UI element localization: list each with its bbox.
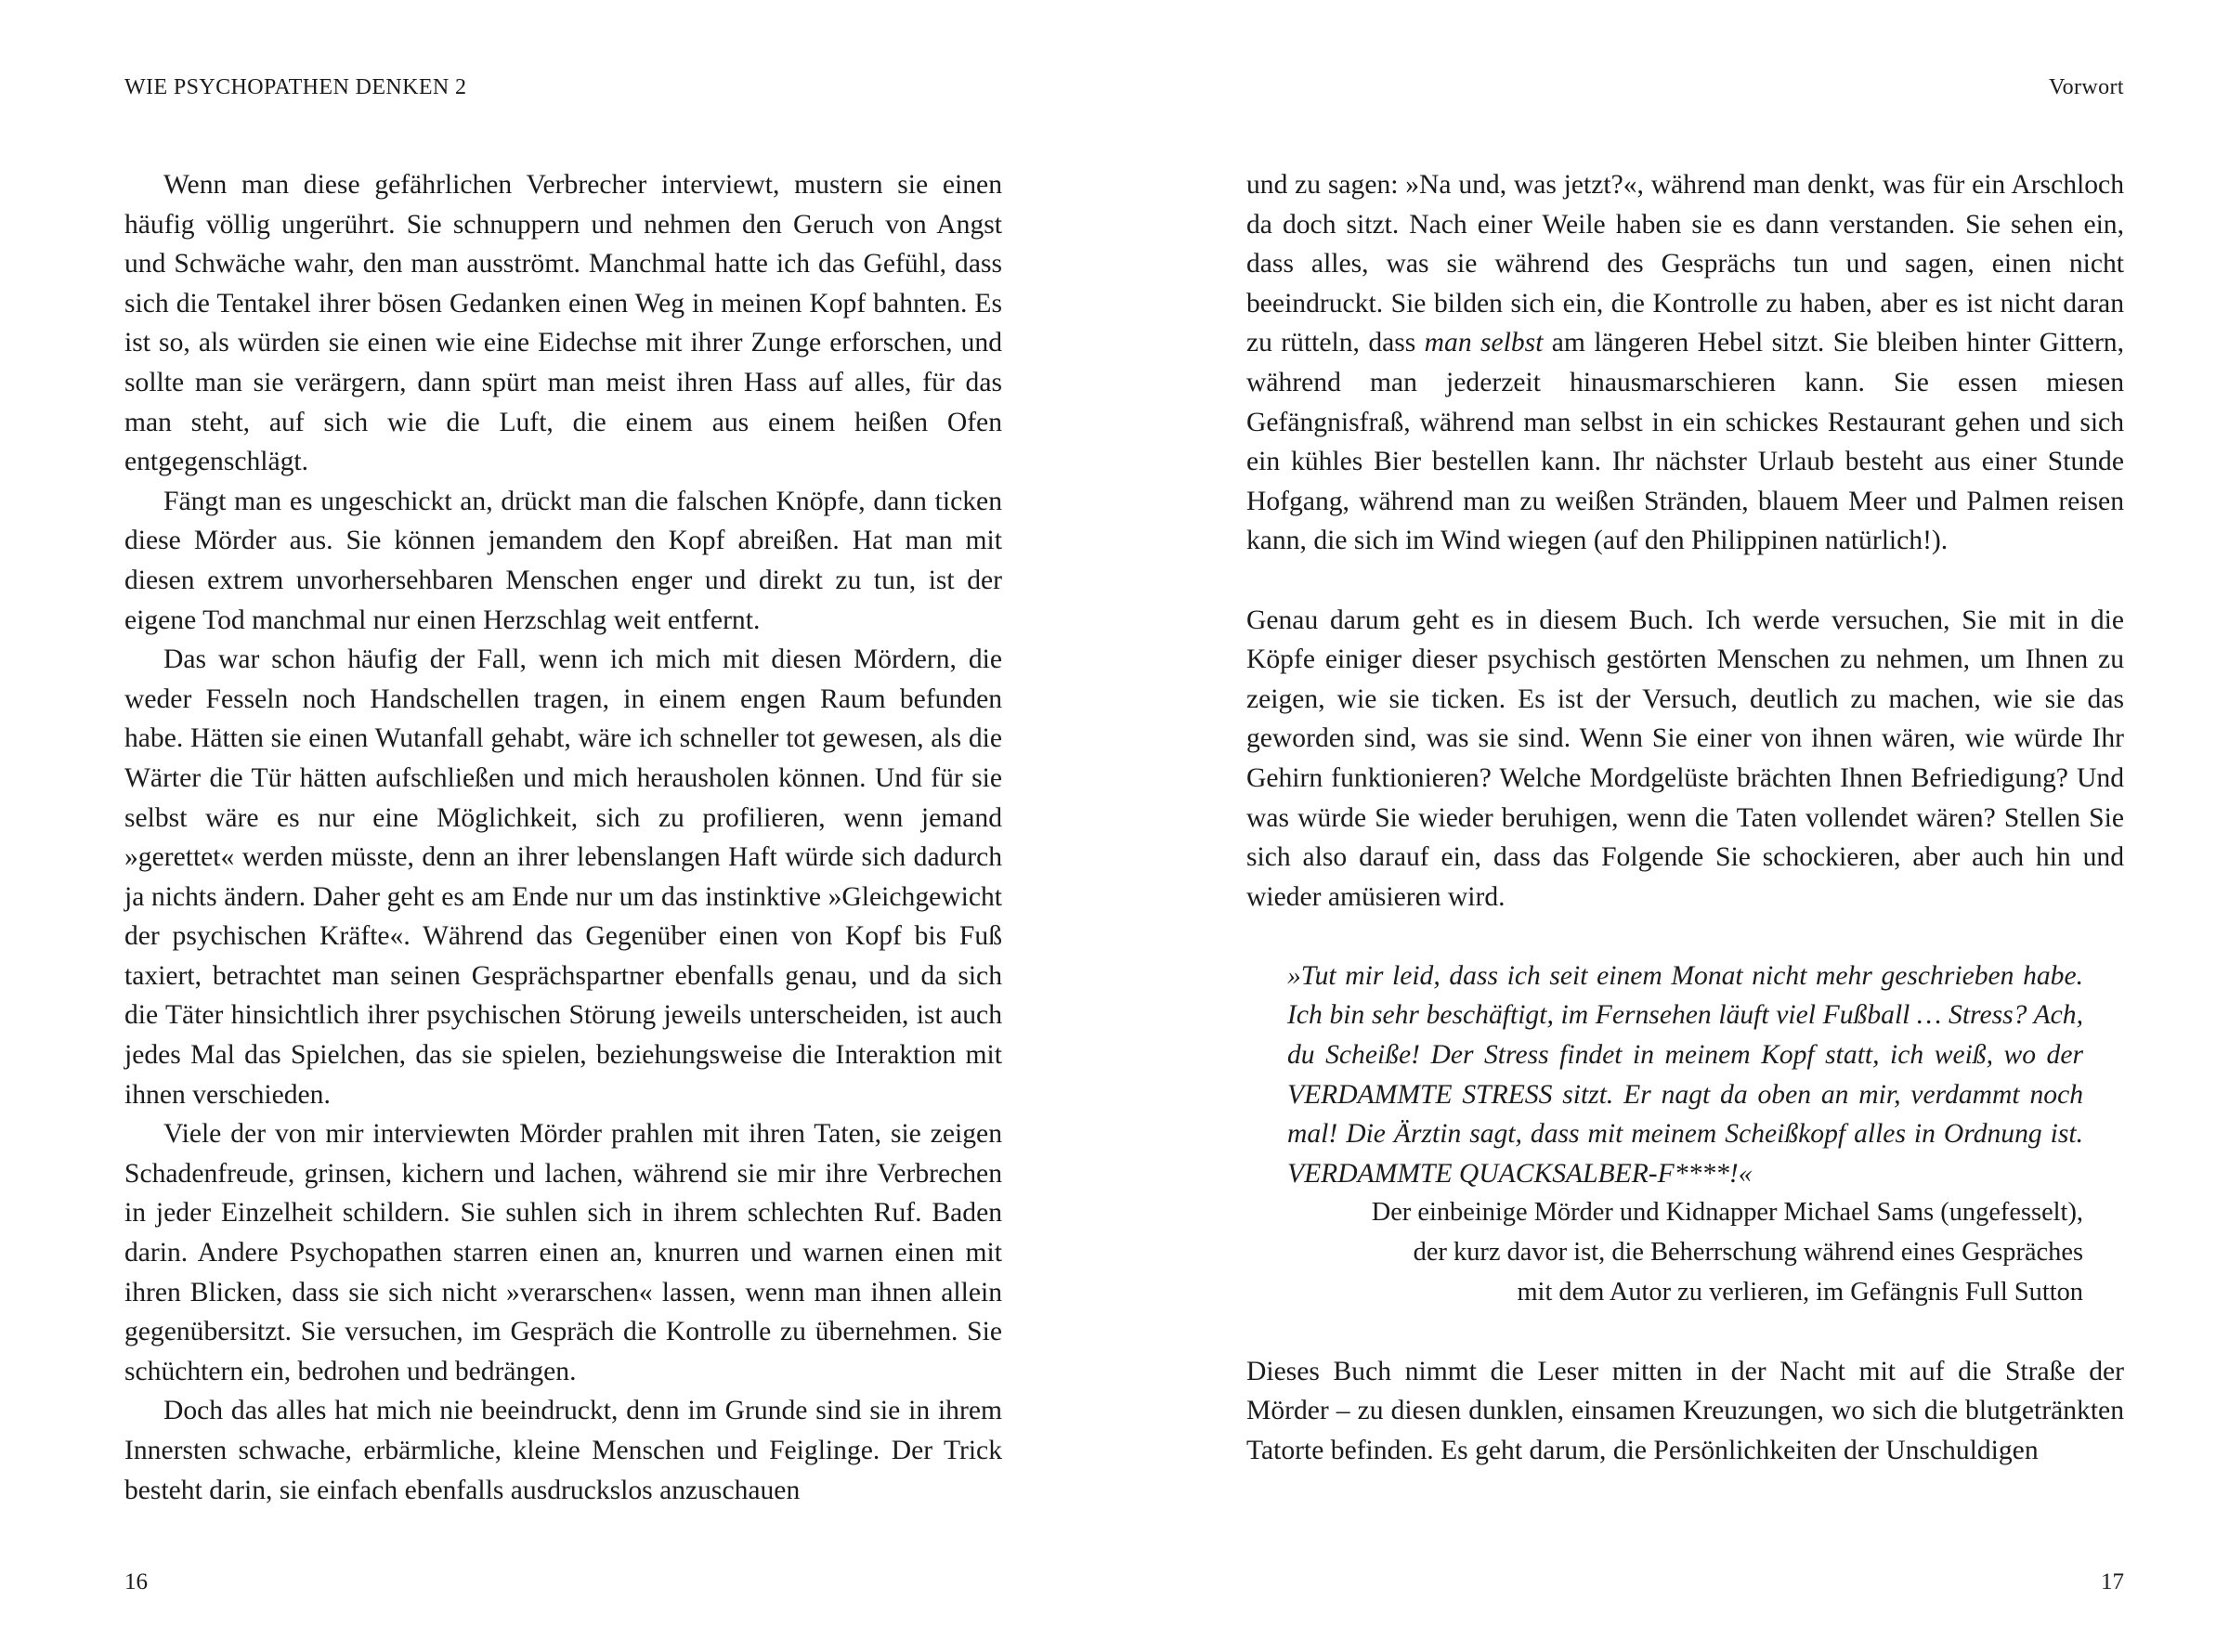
block-quote: »Tut mir leid, dass ich seit einem Monat nicht mehr geschrieben habe. Ich bin sehr beschäftigt, im Fernsehen läuft viel Fußball … Stress? Ach, du Scheiße! Der Stress findet in meinem Kopf statt, ich weiß, wo der VERDAMMTE STRESS sitzt. Er nagt da oben an mir, verdammt noch mal! Die Ärztin sagt, dass mit meinem Scheißkopf alles in Ordnung ist. VERDAMMTE QUACKSALBER-F****!« bbox=[1287, 960, 2083, 1189]
attribution-line: Der einbeinige Mörder und Kidnapper Michael Sams (ungefesselt), bbox=[1371, 1198, 2083, 1228]
quote-attribution bbox=[1246, 1193, 2124, 1312]
right-page bbox=[1246, 0, 2124, 1652]
text-run: am längeren Hebel sitzt. Sie bleiben hinter Gittern, während man jederzeit hinausmarschieren kann. Sie essen miesen Gefängnisfraß, während man selbst in ein schickes Restaurant gehen und sich ein kühles Bier bestellen kann. Ihr nächster Urlaub besteht aus einer Stunde Hofgang, während man zu weißen Stränden, blauem Meer und Palmen reisen kann, die sich im Wind wiegen (auf den Philippinen natürlich!). bbox=[1246, 328, 2124, 556]
emphasis-text: man selbst bbox=[1424, 328, 1544, 358]
paragraph: Genau darum geht es in diesem Buch. Ich werde versuchen, Sie mit in die Köpfe einiger dieser psychisch gestörten Menschen zu nehmen, um Ihnen zu zeigen, wie sie ticken. Es ist der Versuch, deutlich zu machen, wie sie das geworden sind, was sie sind. Wenn Sie einer von ihnen wären, wie würde Ihr Gehirn funktionieren? Welche Mordgelüste brächten Ihnen Befriedigung? Und was würde Sie wieder beruhigen, wenn die Taten vollendet wären? Stellen Sie sich also darauf ein, dass das Folgende Sie schockieren, aber auch hin und wieder amüsieren wird. bbox=[1246, 605, 2124, 912]
paragraph: Das war schon häufig der Fall, wenn ich mich mit diesen Mördern, die weder Fesseln noch Handschellen tragen, in einem engen Raum befunden habe. Hätten sie einen Wutanfall gehabt, wäre ich schneller tot gewesen, als die Wärter die Tür hätten aufschließen und mich herausholen können. Und für sie selbst wäre es nur eine Möglichkeit, sich zu profilieren, wenn jemand »gerettet« werden müsste, denn an ihrer lebenslangen Haft würde sich dadurch ja nichts ändern. Daher geht es am Ende nur um das instinktive »Gleichgewicht der psychischen Kräfte«. Während das Gegenüber einen von Kopf bis Fuß taxiert, betrachtet man seinen Gesprächspartner ebenfalls genau, und da sich die Täter hinsichtlich ihrer psychischen Störung jeweils unterscheiden, ist auch jedes Mal das Spielchen, das sie spielen, beziehungsweise die Interaktion mit ihnen verschieden. bbox=[124, 644, 1002, 1110]
attribution-line: mit dem Autor zu verlieren, im Gefängnis Full Sutton bbox=[1517, 1277, 2083, 1307]
left-body-text bbox=[124, 165, 1002, 1510]
running-head-left: WIE PSYCHOPATHEN DENKEN 2 bbox=[124, 75, 467, 99]
paragraph-continued bbox=[1246, 165, 2124, 561]
paragraph: Wenn man diese gefährlichen Verbrecher interviewt, mustern sie einen häufig völlig ungerührt. Sie schnuppern und nehmen den Geruch von Angst und Schwäche wahr, den man ausströmt. Manchmal hatte ich das Gefühl, dass sich die Tentakel ihrer bösen Gedanken einen Weg in meinen Kopf bahnten. Es ist so, als würden sie einen wie eine Eidechse mit ihrer Zunge erforschen, und sollte man sie verärgern, dann spürt man meist ihren Hass auf alles, für das man steht, auf sich wie die Luft, die einem aus einem heißen Ofen entgegenschlägt. bbox=[124, 170, 1002, 477]
running-head-right: Vorwort bbox=[2048, 75, 2124, 99]
right-body-text bbox=[1246, 165, 2124, 1471]
attribution-line: der kurz davor ist, die Beherrschung während eines Gespräches bbox=[1413, 1238, 2083, 1268]
paragraph: Dieses Buch nimmt die Leser mitten in der Nacht mit auf die Straße der Mörder – zu diesen dunklen, einsamen Kreuzungen, wo sich die blutgetränkten Tatorte befinden. Es geht darum, die Persönlichkeiten der Unschuldigen bbox=[1246, 1356, 2124, 1465]
paragraph: Doch das alles hat mich nie beeindruckt, denn im Grunde sind sie in ihrem Innersten schwache, erbärmliche, kleine Menschen und Feiglinge. Der Trick besteht darin, sie einfach ebenfalls ausdruckslos anzuschauen bbox=[124, 1396, 1002, 1505]
paragraph: Fängt man es ungeschickt an, drückt man die falschen Knöpfe, dann ticken diese Mörder aus. Sie können jemandem den Kopf abreißen. Hat man mit diesen extrem unvorhersehbaren Menschen enger und direkt zu tun, ist der eigene Tod manchmal nur einen Herzschlag weit entfernt. bbox=[124, 486, 1002, 635]
page-number-left: 16 bbox=[124, 1569, 148, 1594]
page-number-right: 17 bbox=[2101, 1569, 2124, 1594]
paragraph: Viele der von mir interviewten Mörder prahlen mit ihren Taten, sie zeigen Schadenfreude, grinsen, kichern und lachen, während sie mir ihre Verbrechen in jeder Einzelheit schildern. Sie suhlen sich in ihrem schlechten Ruf. Baden darin. Andere Psychopathen starren einen an, knurren und warnen einen mit ihren Blicken, dass sie sich nicht »verarschen« lassen, wenn man ihnen allein gegenübersitzt. Sie versuchen, im Gespräch die Kontrolle zu übernehmen. Sie schüchtern ein, bedrohen und bedrängen. bbox=[124, 1119, 1002, 1386]
text-run: und zu sagen: »Na und, was jetzt?«, während man denkt, was für ein Arschloch da doch sitzt. Nach einer Weile haben sie es dann verstanden. Sie sehen ein, dass alles, was sie während des Gesprächs tun und sagen, einen nicht beeindruckt. Sie bilden sich ein, die Kontrolle zu haben, aber es ist nicht daran zu rütteln, dass bbox=[1246, 170, 2124, 358]
left-page bbox=[124, 0, 1002, 1652]
